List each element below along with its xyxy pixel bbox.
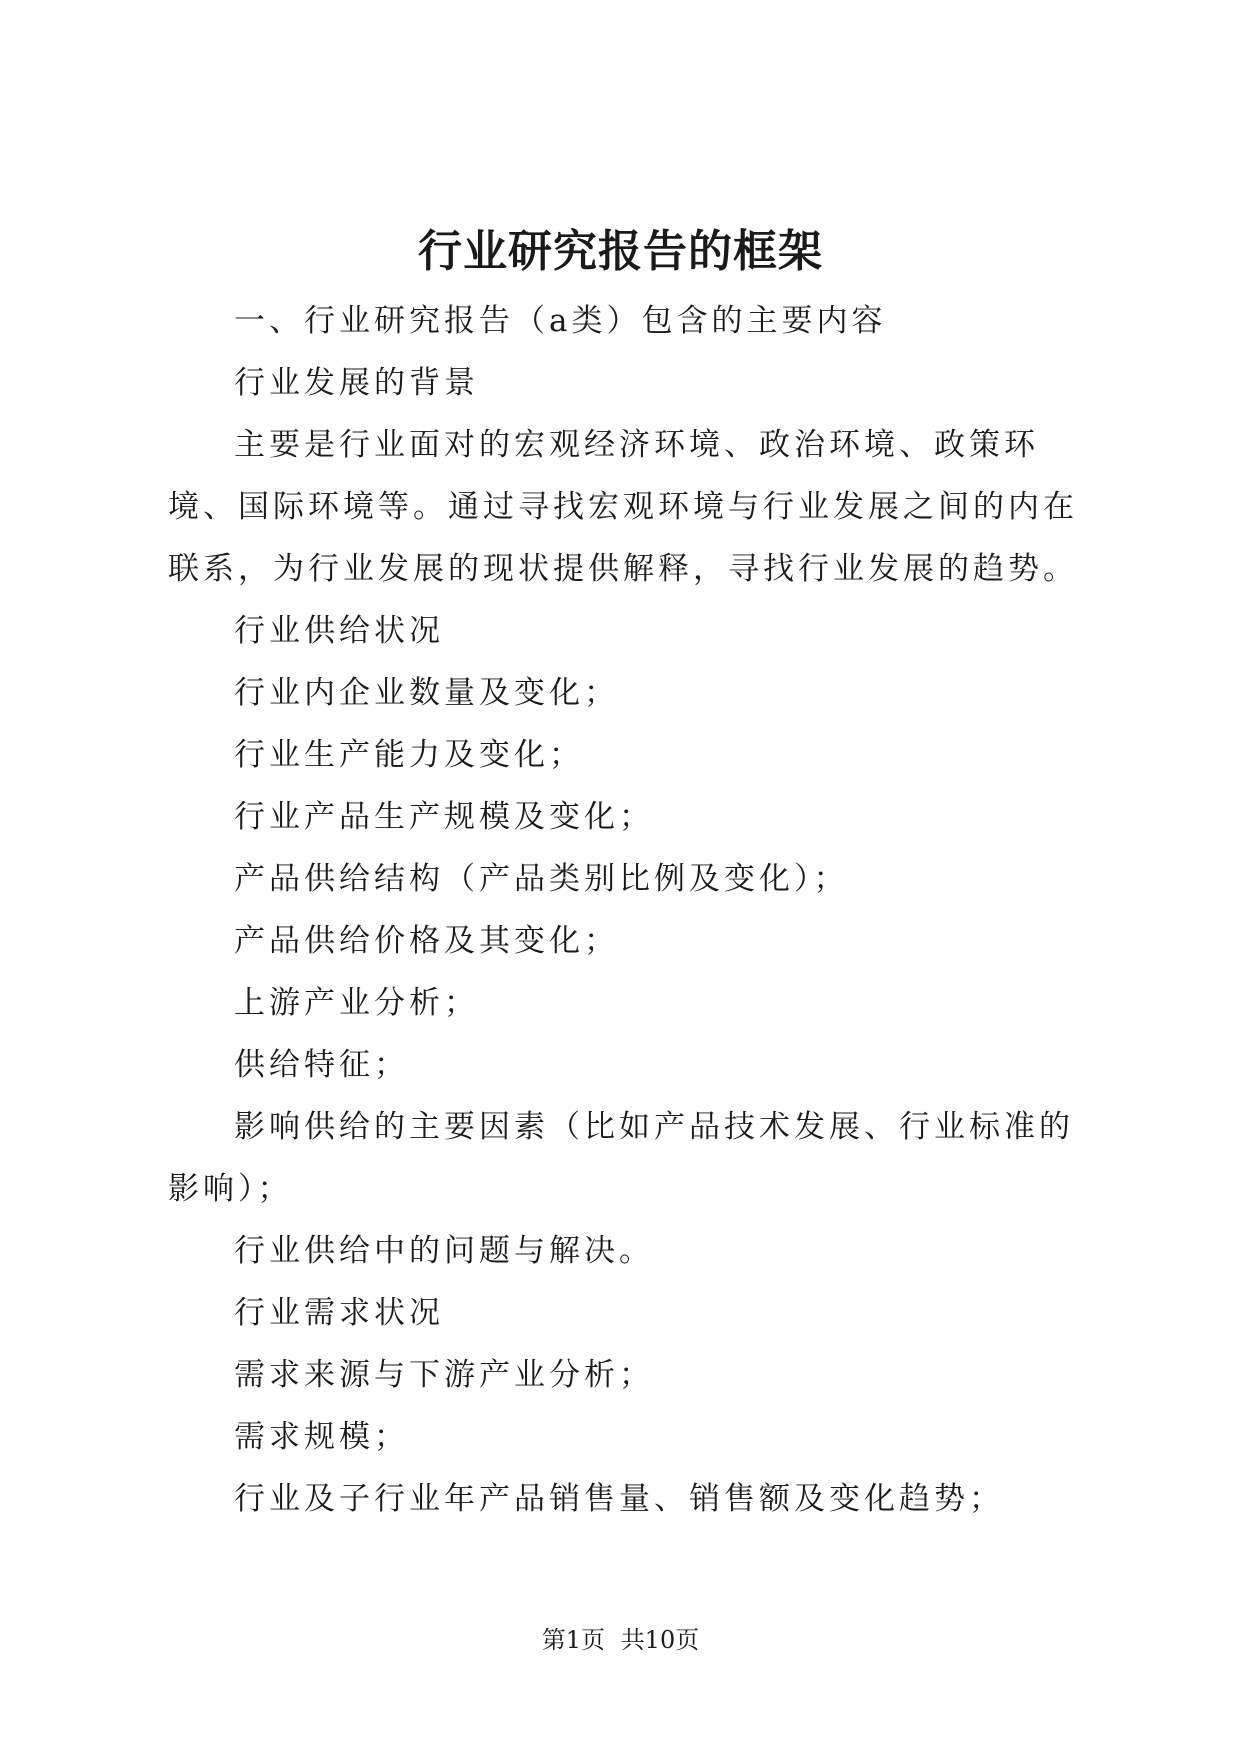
document-body bbox=[168, 290, 1088, 1530]
paragraph: 行业发展的背景 bbox=[234, 365, 479, 401]
paragraph: 产品供给价格及其变化； bbox=[234, 923, 619, 959]
paragraph: 行业生产能力及变化； bbox=[234, 737, 584, 773]
paragraph: 一、行业研究报告（a类）包含的主要内容 bbox=[234, 303, 887, 339]
page-footer bbox=[0, 1622, 1241, 1658]
paragraph: 需求来源与下游产业分析； bbox=[234, 1357, 654, 1393]
paragraph: 行业供给中的问题与解决。 bbox=[234, 1233, 654, 1269]
paragraph: 行业及子行业年产品销售量、销售额及变化趋势； bbox=[234, 1481, 1004, 1517]
paragraph: 上游产业分析； bbox=[234, 985, 479, 1021]
paragraph: 行业产品生产规模及变化； bbox=[234, 799, 654, 835]
paragraph: 行业内企业数量及变化； bbox=[234, 675, 619, 711]
page-number: 第1页 bbox=[541, 1626, 606, 1654]
paragraph: 产品供给结构（产品类别比例及变化）； bbox=[234, 861, 849, 897]
document-title: 行业研究报告的框架 bbox=[418, 226, 823, 277]
paragraph: 影响供给的主要因素（比如产品技术发展、行业标准的影响）； bbox=[168, 1109, 1074, 1207]
paragraph: 需求规模； bbox=[234, 1419, 409, 1455]
paragraph: 行业需求状况 bbox=[234, 1295, 444, 1331]
page-total: 共10页 bbox=[620, 1626, 700, 1654]
paragraph: 主要是行业面对的宏观经济环境、政治环境、政策环境、国际环境等。通过寻找宏观环境与行业发展之间的内在联系，为行业发展的现状提供解释，寻找行业发展的趋势。 bbox=[168, 427, 1078, 587]
paragraph: 行业供给状况 bbox=[234, 613, 444, 649]
paragraph: 供给特征； bbox=[234, 1047, 409, 1083]
